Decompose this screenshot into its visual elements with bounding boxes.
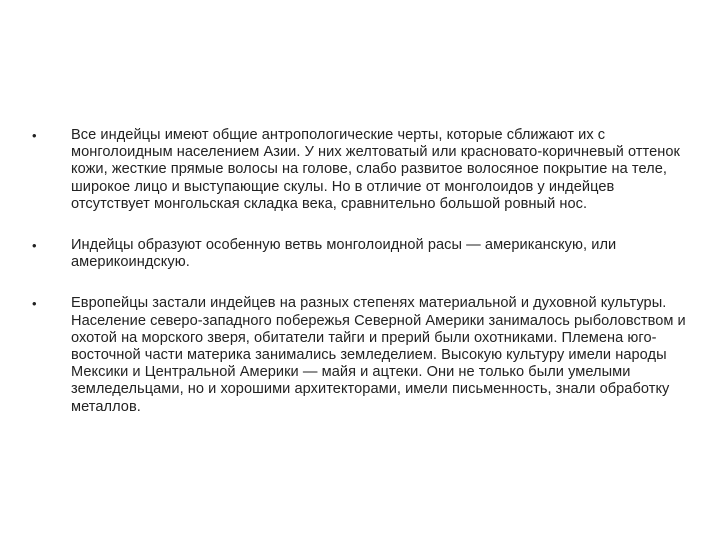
list-item [32,127,688,213]
list-item [32,295,688,415]
bullet-list [32,127,688,416]
bullet-text: Все индейцы имеют общие антропологические черты, которые сближают их с монголоидным населением Азии. У них желтоватый или красновато-коричневый оттенок кожи, жесткие прямые волосы на голове, слабо развитое волосяное покрытие на теле, широкое лицо и выступающие скулы. Но в отличие от монголоидов у индейцев отсутствует монгольская складка века, сравнительно большой ровный нос. [71,127,680,212]
bullet-icon: • [32,296,37,312]
bullet-icon: • [32,238,37,254]
bullet-text: Индейцы образуют особенную ветвь монголоидной расы — американскую, или америкоиндскую. [71,237,617,271]
bullet-icon: • [32,128,37,143]
list-item [32,237,688,271]
bullet-text: Европейцы застали индейцев на разных степенях материальной и духовной культуры. Население северо-западного побережья Северной Америки занималось рыболовством и охотой на морского зверя, обитатели тайги и прерий были охотниками. Племена юго-восточной части материка занимались земледелием. Высокую культуру имели народы Мексики и Центральной Америки — майя и ацтеки. Они не только были умелыми земледельцами, но и хорошими архитекторами, имели письменность, знали обработку металлов. [71,295,686,415]
